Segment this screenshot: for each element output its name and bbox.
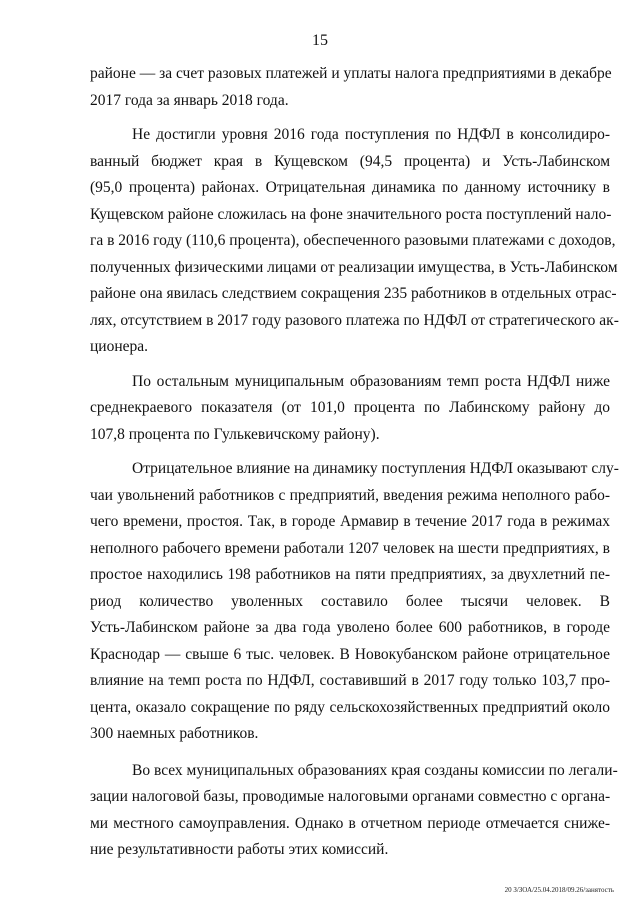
text-line: Усть-Лабинском районе за два года уволено более 600 работников, в городе: [90, 619, 610, 636]
text-line: 300 наемных работников.: [90, 725, 259, 742]
text-line: чего времени, простоя. Так, в городе Армавир в течение 2017 года в режимах: [90, 513, 610, 530]
text-line: неполного рабочего времени работали 1207 человек на шести предприятиях, в: [90, 539, 610, 557]
text-line: влияние на темп роста по НДФЛ, составивший в 2017 году только 103,7 про-: [90, 672, 610, 689]
text-line: районе — за счет разовых платежей и уплаты налога предприятиями в декабре: [90, 65, 612, 82]
text-line: простое находились 198 работников на пяти предприятиях, за двухлетний пе-: [90, 566, 610, 583]
text-line: Кущевском районе сложилась на фоне значительного роста поступлений нало-: [90, 205, 612, 223]
text-line: районе она явилась следствием сокращения 235 работников в отдельных отрас-: [90, 285, 617, 302]
text-line: чаи увольнений работников с предприятий, введения режима неполного рабо-: [90, 486, 610, 504]
paragraph: [90, 758, 618, 864]
text-line: ние результативности работы этих комиссий.: [90, 841, 389, 858]
paragraph: [90, 122, 619, 361]
paragraph: [90, 369, 610, 449]
text-line: 107,8 процента по Гулькевичскому району).: [90, 425, 380, 443]
text-line: полученных физическими лицами от реализации имущества, в Усть-Лабинском: [90, 258, 618, 276]
text-line: ционера.: [90, 338, 149, 355]
text-line: риод количество уволенных составило более тысячи человек. В: [90, 592, 610, 610]
page-number: 15: [312, 32, 328, 49]
text-line: среднекраевого показателя (от 101,0 процента по Лабинскому району до: [90, 399, 610, 416]
text-line: Во всех муниципальных образованиях края созданы комиссии по легали-: [132, 761, 618, 779]
paragraph-continuation: [90, 61, 610, 114]
text-line: цента, оказало сокращение по ряду сельскохозяйственных предприятий около: [90, 698, 610, 716]
text-line: зации налоговой базы, проводимые налоговыми органами совместно с органа-: [90, 788, 611, 805]
text-line: Отрицательное влияние на динамику поступления НДФЛ оказывают слу-: [132, 460, 619, 477]
text-line: Краснодар — свыше 6 тыс. человек. В Новокубанском районе отрицательное: [90, 645, 610, 663]
text-line: ми местного самоуправления. Однако в отчетном периоде отмечается сниже-: [90, 814, 610, 832]
text-line: га в 2016 году (110,6 процента), обеспеченного разовыми платежами с доходов,: [90, 232, 616, 249]
footer-document-code: 20 З/ЗОА/25.04.2018/09.26/занятость: [504, 886, 614, 894]
text-line: По остальным муниципальным образованиям темп роста НДФЛ ниже: [132, 372, 610, 390]
document-body: [90, 61, 619, 864]
text-line: лях, отсутствием в 2017 году разового платежа по НДФЛ от стратегического ак-: [90, 311, 619, 329]
text-line: Не достигли уровня 2016 года поступления по НДФЛ в консолидиро-: [132, 126, 610, 143]
text-line: ванный бюджет края в Кущевском (94,5 процента) и Усть-Лабинском: [90, 152, 610, 170]
paragraph: [90, 456, 619, 748]
text-line: (95,0 процента) районах. Отрицательная динамика по данному источнику в: [90, 179, 610, 196]
text-line: 2017 года за январь 2018 года.: [90, 91, 289, 109]
